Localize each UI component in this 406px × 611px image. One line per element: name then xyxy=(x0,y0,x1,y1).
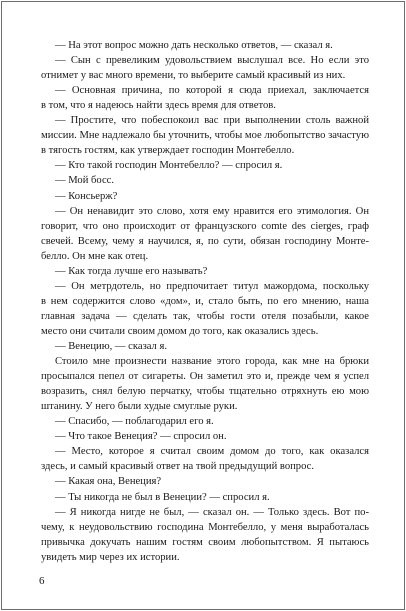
text-line: — Спасибо, — поблагодарил его я. xyxy=(55,416,214,428)
text-line: — Я никогда нигде не был, — сказал он. — Только здесь. Вот по- xyxy=(55,506,369,518)
page-number: 6 xyxy=(39,575,45,587)
text-line: привычка докучать нашим гостям своим любопытством. Я пытаюсь xyxy=(41,536,369,548)
text-line: в нем содержится слово «дом», и, стало быть, по его мнению, наша xyxy=(41,295,369,307)
text-line: отнимет у вас много времени, то выберите самый красивый из них. xyxy=(41,70,346,82)
text-line: — Венецию, — сказал я. xyxy=(55,341,167,352)
text-line: миссии. Мне надлежало бы уточнить, чтобы мое любопытство зачастую xyxy=(41,130,369,142)
text-line: — Он метрдотель, но предпочитает титул мажордома, поскольку xyxy=(55,280,369,292)
text-line: — На этот вопрос можно дать несколько ответов, — сказал я. xyxy=(55,40,333,51)
text-line: просыпался пепел от сигареты. Он заметил это и, прежде чем я успел xyxy=(41,371,369,383)
text-line: — Кто такой господин Монтебелло? — спросил я. xyxy=(55,160,283,172)
text-line: возразить, снял белую перчатку, чтобы тщательно отряхнуть ею мою xyxy=(41,386,369,398)
text-line: — Ты никогда не был в Венеции? — спросил я. xyxy=(55,491,270,503)
text-line: — Простите, что побеспокоил вас при выполнении столь важной xyxy=(55,115,369,127)
book-page xyxy=(1,1,405,610)
text-line: чему, к неудовольствию господина Монтебелло, у меня выработалась xyxy=(41,521,369,533)
text-line: — Место, которое я считал своим домом до того, как оказался xyxy=(55,446,369,458)
text-line: свечей. Всему, чему я научился, я, по сути, обязан господину Монте- xyxy=(41,235,369,247)
text-line: — Что такое Венеция? — спросил он. xyxy=(55,431,227,443)
text-line: белло. Он мне как отец. xyxy=(41,250,149,262)
text-line: — Он ненавидит это слово, хотя ему нравится его этимология. Он xyxy=(55,205,369,217)
text-line: Стоило мне произнести название этого города, как мне на брюки xyxy=(55,356,369,368)
text-line: место они считали своим домом до того, как оказались здесь. xyxy=(41,325,319,337)
text-line: штанину. У него были худые смуглые руки. xyxy=(41,401,238,413)
text-line: — Какая она, Венеция? xyxy=(55,476,162,488)
text-line: — Консьерж? xyxy=(55,190,118,202)
text-line: — Мой босс. xyxy=(55,175,115,187)
text-line: в том, что я надеюсь найти здесь время для ответов. xyxy=(41,100,276,112)
text-line: в тягость гостям, как утверждает господин Монтебелло. xyxy=(41,145,295,157)
text-line: говорит, что оно происходит от французского comte des cierges, граф xyxy=(41,220,369,232)
text-line: здесь, и самый красивый ответ на твой предыдущий вопрос. xyxy=(41,461,314,473)
text-line: — Основная причина, по которой я сюда приехал, заключается xyxy=(55,85,369,97)
text-line: увидеть мир через их истории. xyxy=(41,551,180,563)
text-line: — Как тогда лучше его называть? xyxy=(55,265,208,277)
text-line: — Сын с превеликим удовольствием выслушал все. Но если это xyxy=(55,55,369,67)
text-line: главная задача — сделать так, чтобы гости отеля позабыли, какое xyxy=(41,310,369,322)
